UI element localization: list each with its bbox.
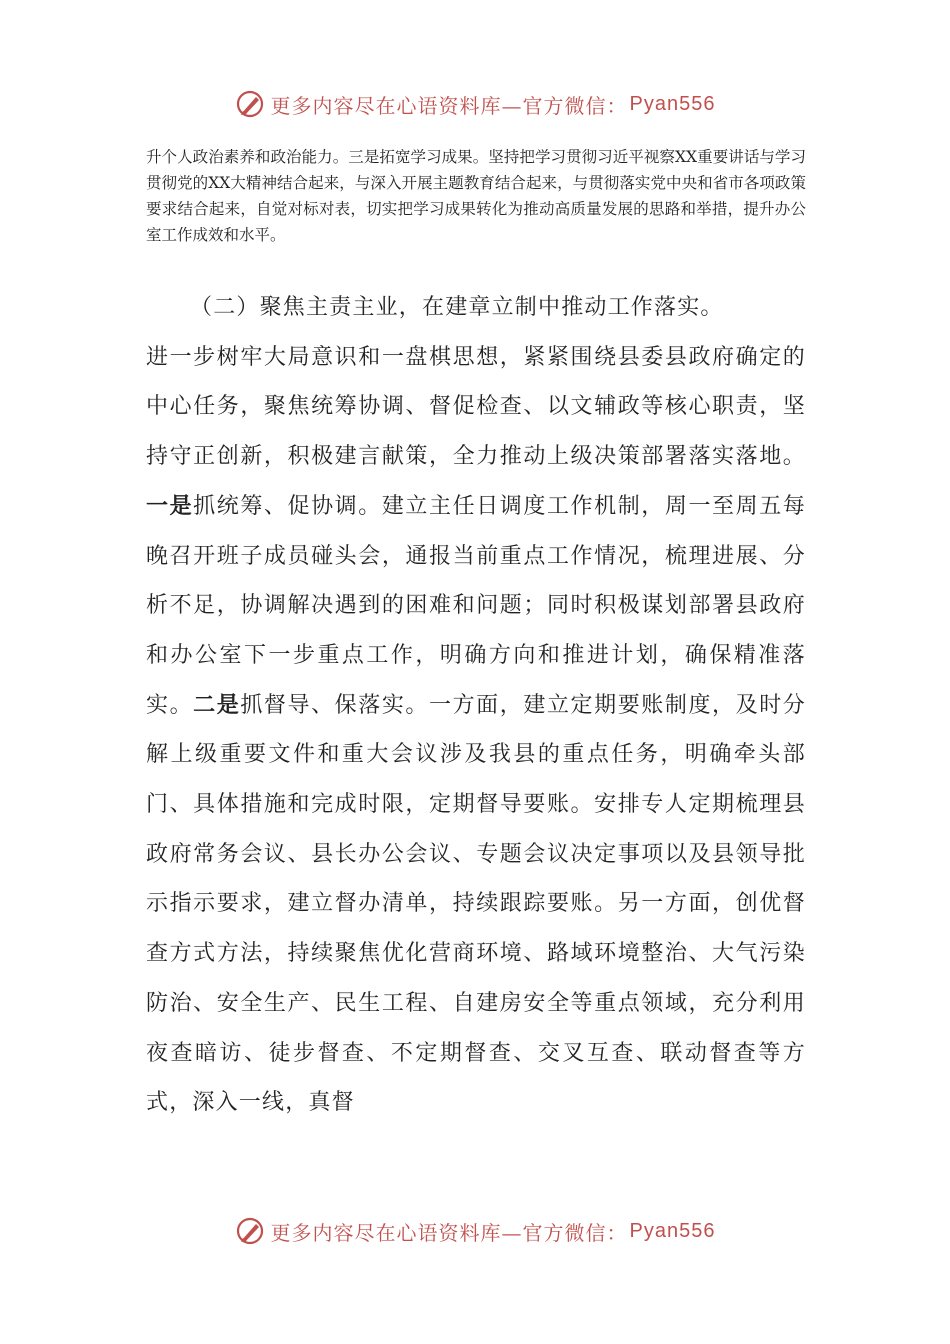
section-heading: （二）聚焦主责主业，在建章立制中推动工作落实。 [190, 295, 724, 320]
point2-label: 二是 [193, 691, 241, 718]
point1-label: 一是 [146, 492, 194, 519]
pen-logo-icon [235, 1216, 265, 1246]
top-paragraph-text: 升个人政治素养和政治能力。三是拓宽学习成果。坚持把学习贯彻习近平视察XX重要讲话与学习贯彻党的XX大精神结合起来，与深入开展主题教育结合起来，与贯彻落实党中央和省市各项政策要求结合起来，自觉对标对表，切实把学习成果转化为推动高质量发展的思路和举措，提升办公室工作成效和水平。 [146, 148, 806, 244]
point2-text: 抓督导、保落实。一方面，建立定期要账制度，及时分解上级重要文件和重大会议涉及我县的重点任务，明确牵头部门、具体措施和完成时限，定期督导要账。安排专人定期梳理县政府常务会议、县长办公会议、专题会议决定事项以及县领导批示指示要求，建立督办清单，持续跟踪要账。另一方面，创优督查方式方法，持续聚焦优化营商环境、路域环境整治、大气污染防治、安全生产、民生工程、自建房安全等重点领域，充分利用夜查暗访、徒步督查、不定期督查、交叉互查、联动督查等方式，深入一线，真督 [146, 692, 806, 1116]
section-paragraph [146, 333, 806, 1128]
pen-logo-icon [235, 89, 265, 119]
watermark-banner-bottom [0, 1211, 950, 1251]
section-intro: 进一步树牢大局意识和一盘棋思想，紧紧围绕县委县政府确定的中心任务，聚焦统筹协调、督促检查、以文辅政等核心职责，坚持守正创新，积极建言献策，全力推动上级决策部署落实落地。 [146, 344, 806, 470]
watermark-id: Pyan556 [629, 1219, 716, 1242]
watermark-text: 更多内容尽在心语资料库—官方微信： [270, 93, 628, 118]
section-body [146, 283, 806, 1128]
watermark-id: Pyan556 [629, 92, 716, 115]
watermark-banner-top [0, 84, 950, 124]
top-paragraph [146, 144, 806, 248]
watermark-text: 更多内容尽在心语资料库—官方微信： [270, 1220, 628, 1245]
point1-text: 抓统筹、促协调。建立主任日调度工作机制，周一至周五每晚召开班子成员碰头会，通报当前重点工作情况，梳理进展、分析不足，协调解决遇到的困难和问题；同时积极谋划部署县政府和办公室下一步重点工作，明确方向和推进计划，确保精准落实。 [146, 493, 806, 718]
